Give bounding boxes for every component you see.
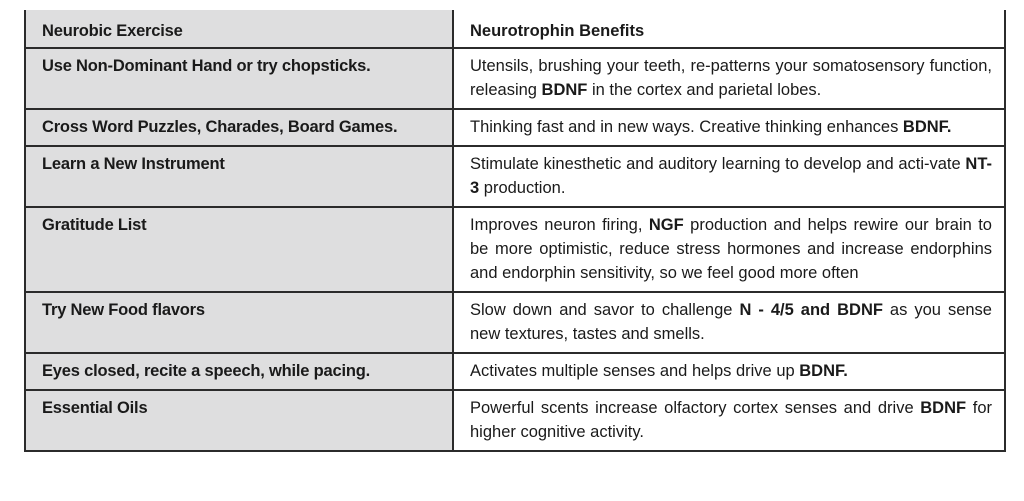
benefit-keyword: NT-3 xyxy=(470,155,992,197)
benefit-text: for higher cognitive activity. xyxy=(470,399,992,441)
benefit-keyword: BDNF. xyxy=(799,362,848,380)
table-row xyxy=(25,390,1005,451)
benefit-keyword: BDNF. xyxy=(902,118,952,136)
benefit-text: Utensils, brushing your teeth, re-patterns your somatosensory function, releasing xyxy=(470,57,992,99)
benefit-text: Thinking fast and in new ways. Creative thinking enhances xyxy=(470,118,903,136)
benefit-cell xyxy=(453,390,1005,451)
benefit-cell xyxy=(453,109,1005,146)
benefit-text: production and helps rewire our brain to be more optimistic, reduce stress hormones and increase endorphins and endorphin sensitivity, so we feel good more often xyxy=(470,216,992,282)
benefit-text: Slow down and savor to challenge xyxy=(470,301,740,319)
exercise-cell: Learn a New Instrument xyxy=(25,146,453,207)
exercise-cell: Gratitude List xyxy=(25,207,453,292)
table-row xyxy=(25,292,1005,353)
benefit-text: as you sense new textures, tastes and smells. xyxy=(470,301,992,343)
benefit-keyword: NGF xyxy=(648,216,684,234)
benefit-keyword: N - 4/5 and BDNF xyxy=(739,301,883,319)
benefit-text: Activates multiple senses and helps drive up xyxy=(470,362,800,380)
benefit-text: Improves neuron firing, xyxy=(470,216,649,234)
table-header-row xyxy=(25,10,1005,48)
benefit-cell xyxy=(453,353,1005,390)
benefit-cell xyxy=(453,48,1005,109)
exercise-cell: Cross Word Puzzles, Charades, Board Games. xyxy=(25,109,453,146)
benefit-text: Powerful scents increase olfactory cortex senses and drive xyxy=(470,399,921,417)
exercise-cell: Essential Oils xyxy=(25,390,453,451)
benefit-text: production. xyxy=(479,179,566,197)
exercise-cell: Eyes closed, recite a speech, while pacing. xyxy=(25,353,453,390)
exercise-cell: Use Non-Dominant Hand or try chopsticks. xyxy=(25,48,453,109)
neurobic-table-container xyxy=(24,10,1004,452)
benefit-keyword: BDNF xyxy=(920,399,967,417)
table-row xyxy=(25,109,1005,146)
header-benefits: Neurotrophin Benefits xyxy=(453,10,1005,48)
table-row xyxy=(25,207,1005,292)
benefit-cell xyxy=(453,292,1005,353)
benefit-text: Stimulate kinesthetic and auditory learning to develop and acti-vate xyxy=(470,155,966,173)
neurobic-table xyxy=(24,10,1006,452)
benefit-keyword: BDNF xyxy=(541,81,588,99)
header-exercise: Neurobic Exercise xyxy=(25,10,453,48)
benefit-cell xyxy=(453,207,1005,292)
table-row xyxy=(25,146,1005,207)
table-row xyxy=(25,353,1005,390)
table-row xyxy=(25,48,1005,109)
benefit-text: in the cortex and parietal lobes. xyxy=(587,81,822,99)
exercise-cell: Try New Food flavors xyxy=(25,292,453,353)
benefit-cell xyxy=(453,146,1005,207)
